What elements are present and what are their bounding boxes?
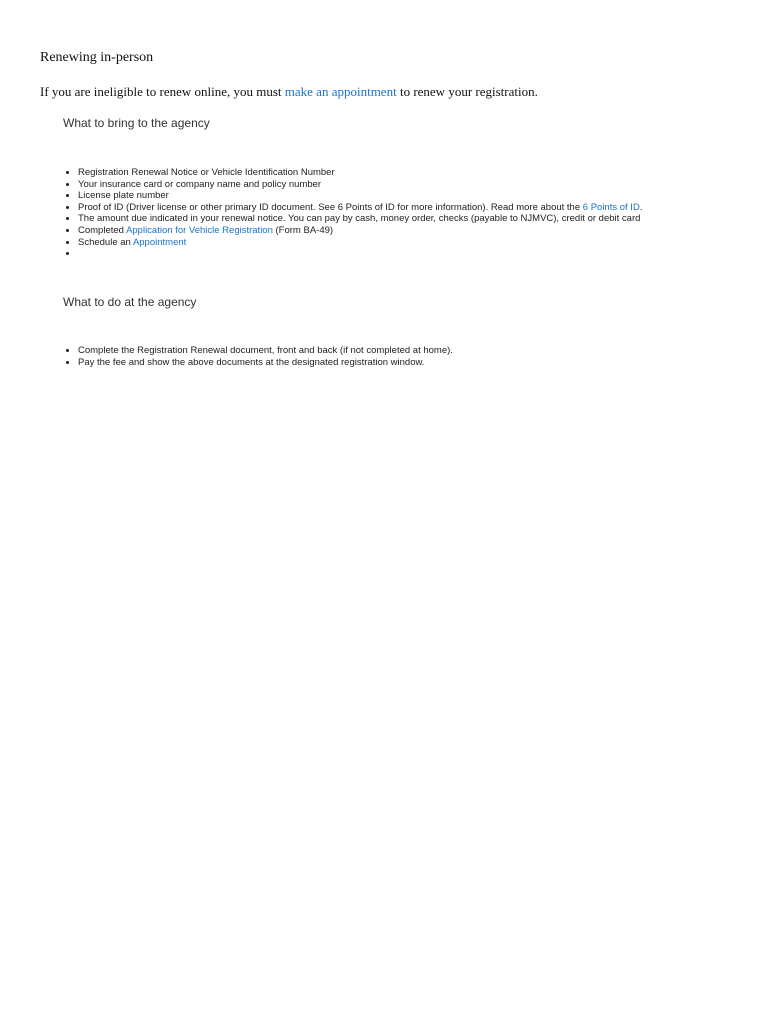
list-item [78,202,642,214]
list-item: • Your insurance card or company name and policy number [78,179,642,191]
list-item [78,225,642,237]
what-to-bring-list [63,167,642,260]
list-item-text: . [639,201,643,213]
intro-text-after: to renew your registration. [396,84,538,99]
list-item: • Pay the fee and show the above documents at the designated registration window. [78,357,453,369]
appointment-link[interactable]: Appointment [132,236,187,248]
empty-list-item [78,248,642,260]
intro-paragraph [40,84,538,100]
what-to-do-list [63,345,453,368]
application-for-vehicle-registration-link[interactable]: Application for Vehicle Registration [126,224,273,236]
intro-text-before: If you are ineligible to renew online, you must [40,84,285,99]
list-item [78,237,642,249]
make-appointment-link[interactable]: make an appointment [284,84,397,99]
list-item-text: (Form BA-49) [272,224,334,236]
renewing-heading: Renewing in-person [40,50,154,65]
what-to-do-heading: What to do at the agency [63,295,197,309]
list-item: • License plate number [78,190,642,202]
what-to-bring-heading: What to bring to the agency [63,116,210,130]
six-points-of-id-link[interactable]: 6 Points of ID [582,201,640,213]
list-item-text: Schedule an [78,236,133,248]
list-item-text: Completed [78,224,127,236]
list-item-text: Proof of ID (Driver license or other primary ID document. See 6 Points of ID for more information). Read more about the [78,201,583,213]
list-item: • The amount due indicated in your renewal notice. You can pay by cash, money order, checks (payable to NJMVC), credit or debit card [78,213,642,225]
list-item: • Complete the Registration Renewal document, front and back (if not completed at home). [78,345,453,357]
list-item: • Registration Renewal Notice or Vehicle Identification Number [78,167,642,179]
